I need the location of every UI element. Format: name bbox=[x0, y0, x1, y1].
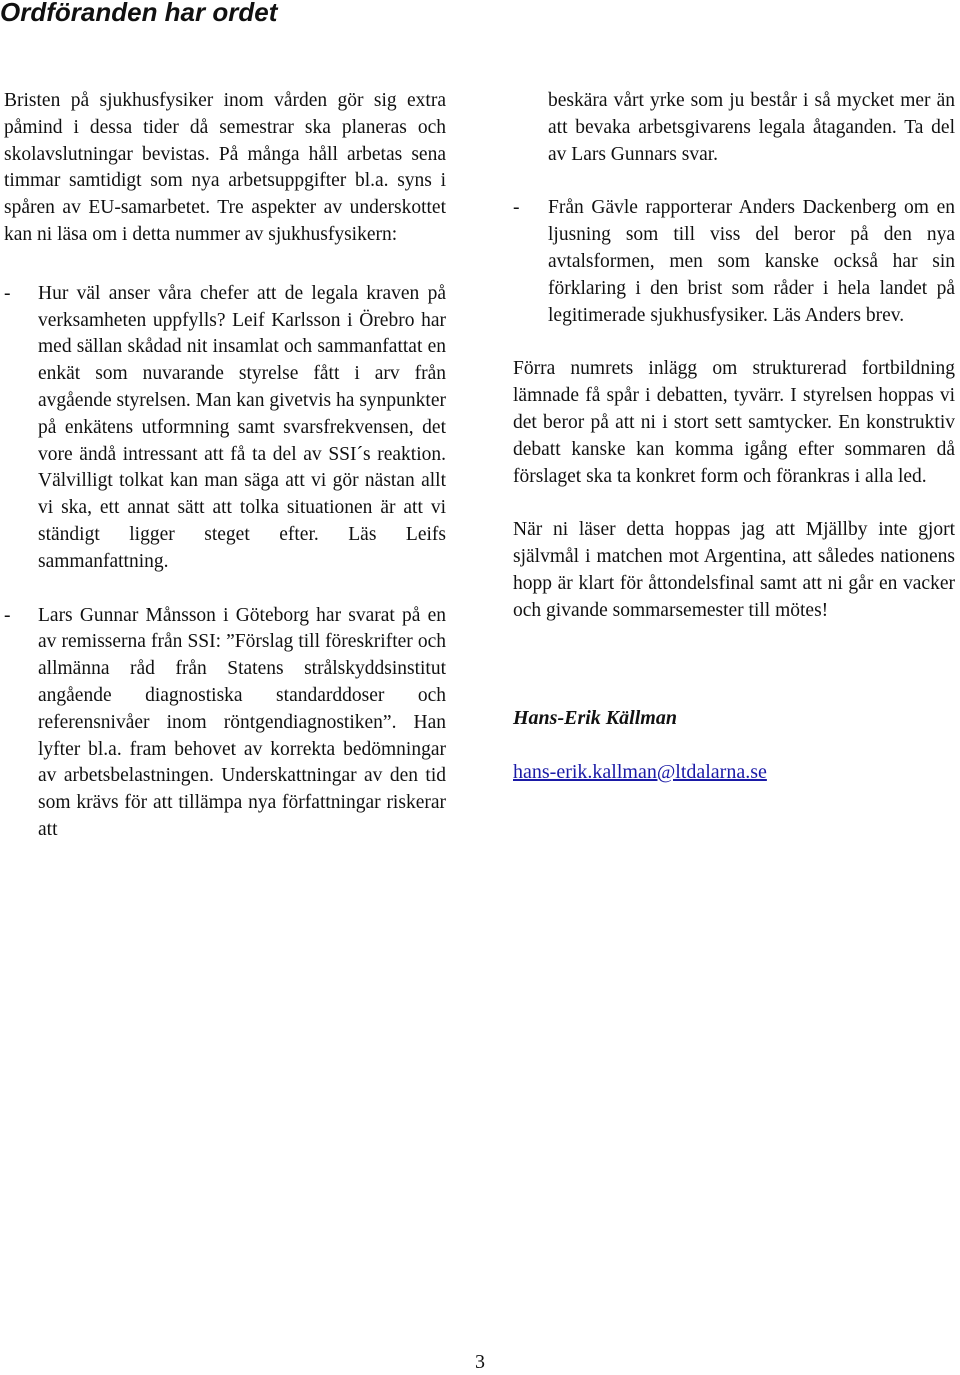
bullet-item-gavle bbox=[513, 195, 955, 329]
intro-paragraph: Bristen på sjukhusfysiker inom vården gör sig extra påmind i dessa tider då semestrar ska planeras och skolavslutningar bevistas. På många håll arbetas sena timmar samtidigt som nya arbetsuppgifter bl.a. syns i spåren av EU-samarbetet. Tre aspekter av underskottet kan ni läsa om i detta nummer av sjukhusfysikern: bbox=[4, 90, 446, 245]
bullet-text-remiss-continued: beskära vårt yrke som ju består i så mycket mer än att bevaka arbetsgivarens legala åtaganden. Ta del av Lars Gunnars svar. bbox=[548, 90, 955, 165]
right-column bbox=[513, 88, 955, 787]
page-title: Ordföranden har ordet bbox=[0, 0, 278, 27]
bullet-text-remiss: Lars Gunnar Månsson i Göteborg har svarat på en av remisserna från SSI: ”Förslag till föreskrifter och allmänna råd från Statens strålskyddsinstitut angående diagnostiska standarddoser och referensnivåer inom röntgendiagnostiken”. Han lyfter bl.a. fram behovet av korrekta bedömningar av arbetsbelastningen. Underskattningar av den tid som krävs för att tillämpa nya författningar riskerar att bbox=[38, 604, 446, 840]
bullet-text-gavle: Från Gävle rapporterar Anders Dackenberg om en ljusning som till viss del beror på den nya avtalsformen, men som kanske också har sin förklaring i den brist som råder i hela landet på legitimerade sjukhusfysiker. Läs Anders brev. bbox=[548, 197, 955, 326]
bullet-item-remiss bbox=[4, 603, 446, 844]
spacer bbox=[513, 490, 955, 517]
closing-paragraph: När ni läser detta hoppas jag att Mjällby inte gjort självmål i matchen mot Argentina, att således nationens hopp är klart för åttondelsfinal samt att ni går en vacker och givande sommarsemester till mötes! bbox=[513, 519, 955, 621]
spacer bbox=[4, 576, 446, 603]
bullet-item-survey bbox=[4, 281, 446, 576]
spacer bbox=[513, 625, 955, 705]
spacer bbox=[513, 168, 955, 195]
spacer bbox=[513, 329, 955, 356]
signature-name: Hans-Erik Källman bbox=[513, 706, 677, 729]
spacer bbox=[4, 249, 446, 281]
page-number: 3 bbox=[475, 1351, 485, 1373]
bullet-text-survey: Hur väl anser våra chefer att de legala kraven på verksamheten uppfylls? Leif Karlsson i Örebro har med sällan skådad nit insamlat och sammanfattat en enkät som nuvarande styrelse fått i arv från avgående styrelsen. Man kan givetvis ha synpunkter på enkätens utformning samt svarsfrekvensen, det vore ändå intressant att få ta del av SSI´s reaktion. Välvilligt tolkat kan man säga att vi gör nästan allt vi ska, ett annat sätt att tolka situationen är att vi ständigt ligger steget efter. Läs Leifs sammanfattning. bbox=[38, 282, 446, 572]
spacer bbox=[513, 731, 955, 759]
bullet-dash: - bbox=[4, 282, 11, 304]
bullet-dash: - bbox=[513, 197, 520, 219]
left-column bbox=[4, 88, 446, 844]
fortbildning-paragraph: Förra numrets inlägg om strukturerad fortbildning lämnade få spår i debatten, tyvärr. I styrelsen hoppas vi det beror på att ni i stort sett samtycker. En konstruktiv debatt kanske kan komma igång efter sommaren då förslaget ska ta konkret form och förankras i alla led. bbox=[513, 358, 955, 487]
signature-email-link[interactable]: hans-erik.kallman@ltdalarna.se bbox=[513, 761, 767, 784]
bullet-dash: - bbox=[4, 604, 11, 626]
bullet-item-remiss-continued bbox=[513, 88, 955, 168]
